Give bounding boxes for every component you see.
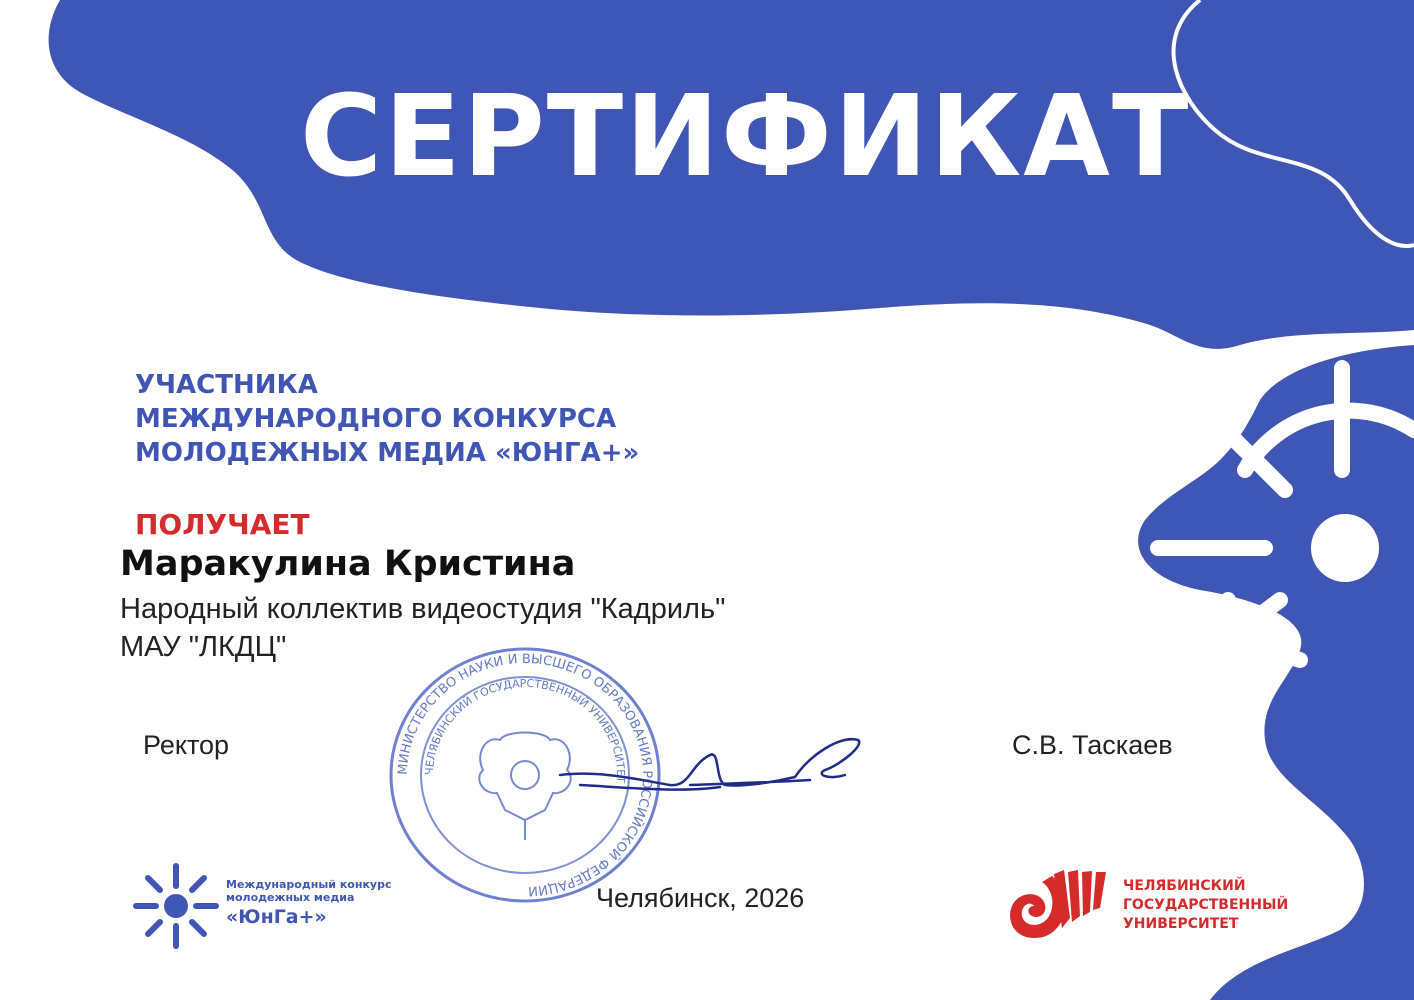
helm-sun-icon: [132, 862, 220, 950]
university-name: [1123, 877, 1343, 934]
certificate-title: СЕРТИФИКАТ: [300, 72, 1191, 202]
organization-line-1: Народный коллектив видеостудия "Кадриль": [120, 593, 726, 625]
contest-logo-line-2: молодежных медиа: [226, 891, 355, 904]
contest-logo-text: [226, 878, 416, 930]
shell-icon: [1004, 868, 1112, 942]
university-line-3: УНИВЕРСИТЕТ: [1123, 916, 1239, 932]
contest-line-1: УЧАСТНИКА: [135, 370, 318, 400]
contest-line-2: МЕЖДУНАРОДНОГО КОНКУРСА: [135, 404, 617, 434]
signatory-name: С.В. Таскаев: [1012, 730, 1173, 760]
stamp-ring-text: МИНИСТЕРСТВО НАУКИ И ВЫСШЕГО ОБРАЗОВАНИЯ РОССИЙСКОЙ ФЕДЕРАЦИИ: [395, 651, 655, 899]
contest-logo-brand: «ЮнГа+»: [226, 906, 327, 928]
university-line-1: ЧЕЛЯБИНСКИЙ: [1123, 878, 1246, 894]
contest-description: [135, 368, 755, 470]
signatory-position: Ректор: [143, 730, 230, 760]
stamp-inner-text: ЧЕЛЯБИНСКИЙ ГОСУДАРСТВЕННЫЙ УНИВЕРСИТЕТ: [422, 676, 628, 784]
signature: [540, 725, 870, 810]
organization-line-2: МАУ "ЛКДЦ": [120, 631, 287, 663]
university-line-2: ГОСУДАРСТВЕННЫЙ: [1123, 897, 1289, 913]
contest-logo-line-1: Международный конкурс: [226, 878, 392, 891]
recipient-name: Маракулина Кристина: [120, 544, 576, 584]
receives-label: ПОЛУЧАЕТ: [135, 508, 310, 541]
contest-line-3: МОЛОДЕЖНЫХ МЕДИА «ЮНГА+»: [135, 438, 640, 468]
city-year: Челябинск, 2026: [596, 883, 805, 913]
